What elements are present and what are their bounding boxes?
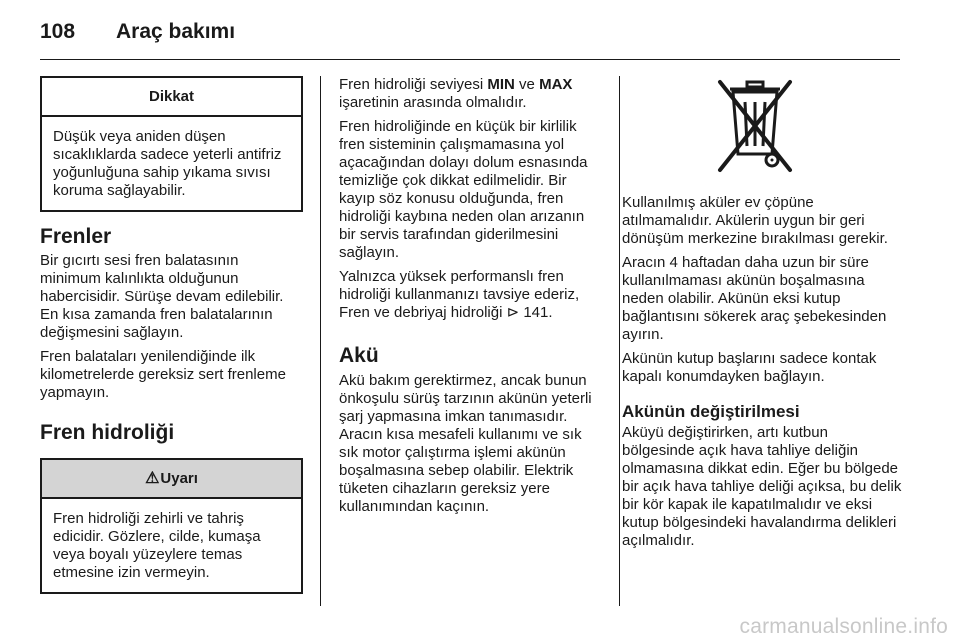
warning-box-title: Uyarı [160, 470, 198, 487]
max-mark-label: MAX [539, 76, 573, 93]
notice-box-title: Dikkat [42, 78, 301, 117]
column-2 [339, 76, 604, 522]
section-heading-fren-hidroligi: Fren hidroliği [40, 421, 175, 444]
frenler-paragraph-2: Fren balataları yenilendiğinde ilk kilometrelerde gereksiz sert frenleme yapmayın. [40, 348, 286, 401]
text-run: Yalnızca yüksek performanslı fren hidroliği kullanmanızı tavsiye ederiz, Fren ve debriyaj hidroliği [339, 268, 580, 321]
page-title: Araç bakımı [116, 20, 236, 43]
section-heading-aku: Akü [339, 344, 379, 367]
notice-box [40, 76, 303, 212]
notice-box-text: Düşük veya aniden düşen sıcaklıklarda sadece yeterli antifriz yoğunluğuna sahip yıkama sıvısı koruma sağlayabilir. [53, 128, 282, 199]
warning-triangle-icon: ⚠ [145, 470, 160, 487]
aku-paragraph-4: Akünün kutup başlarını sadece kontak kapalı konumdayken bağlayın. [622, 350, 877, 385]
text-run: Fren hidroliği seviyesi [339, 76, 488, 93]
watermark: carmanualsonline.info [739, 615, 948, 638]
fren-hidroligi-paragraph-1 [339, 76, 604, 112]
section-heading-frenler: Frenler [40, 225, 112, 248]
column-divider-2 [619, 76, 620, 606]
text-run: işaretinin arasında olmalıdır. [339, 94, 527, 111]
column-1 [40, 76, 303, 594]
column-divider-1 [320, 76, 321, 606]
page-reference-link[interactable]: 141. [519, 304, 553, 321]
page-header [40, 20, 235, 44]
warning-box-header [42, 460, 301, 499]
page-number: 108 [40, 20, 76, 43]
min-mark-label: MIN [487, 76, 515, 93]
fren-hidroligi-paragraph-2: Fren hidroliğinde en küçük bir kirlilik fren sisteminin çalışmamasına yol açacağından dolayı dolum esnasında temizliğe çok dikkat edilmelidir. Bir kayıp söz konusu olduğunda, fren hidroliği kaybına neden olan arızanın bir servis tarafından giderilmesini sağlayın. [339, 118, 588, 261]
column-3 [622, 74, 902, 556]
warning-box [40, 458, 303, 594]
section-heading-akunun-degistirilmesi: Akünün değiştirilmesi [622, 402, 800, 421]
page-reference-icon: ⊳ [506, 304, 520, 321]
aku-paragraph-3: Aracın 4 haftadan daha uzun bir süre kullanılmaması akünün boşalmasına neden olabilir. Akünün eksi kutup bağlantısını sökerek araç şebekesinden ayırın. [622, 254, 887, 343]
frenler-paragraph-1: Bir gıcırtı sesi fren balatasının minimum kalınlıkta olduğunun habercisidir. Sürüşe devam edilebilir. En kısa zamanda fren balatalarının değişmesini sağlayın. [40, 252, 284, 341]
aku-paragraph-1: Akü bakım gerektirmez, ancak bunun önkoşulu sürüş tarzının akünün yeterli şarj yapmasına imkan tanımasıdır. Aracın kısa mesafeli kullanımı ve sık sık motor çalıştırma işlemi akünün boşalmasına sebep olabilir. Elektrik tüketen cihazların gereksiz yere kullanımından kaçının. [339, 372, 592, 515]
degistirme-paragraph-1: Aküyü değiştirirken, artı kutbun bölgesinde açık hava tahliye deliğin olmamasına dikkat edin. Eğer bu bölgede bir açık hava tahliye deliği açıksa, bu delik bir kör kapak ile kapatılmalıdır ve eksi kutup bölgesindeki havalandırma delikleri açılmalıdır. [622, 424, 902, 549]
text-run: ve [514, 76, 540, 93]
crossed-out-wheelie-bin-icon [708, 74, 802, 180]
header-rule [40, 59, 900, 60]
aku-paragraph-2: Kullanılmış aküler ev çöpüne atılmamalıdır. Akülerin uygun bir geri dönüşüm merkezine bırakılması gerekir. [622, 194, 888, 247]
fren-hidroligi-paragraph-3 [339, 268, 604, 322]
warning-box-text: Fren hidroliği zehirli ve tahriş edicidir. Gözlere, cilde, kumaşa veya boyalı yüzeylere temas etmesine izin vermeyin. [53, 510, 261, 581]
